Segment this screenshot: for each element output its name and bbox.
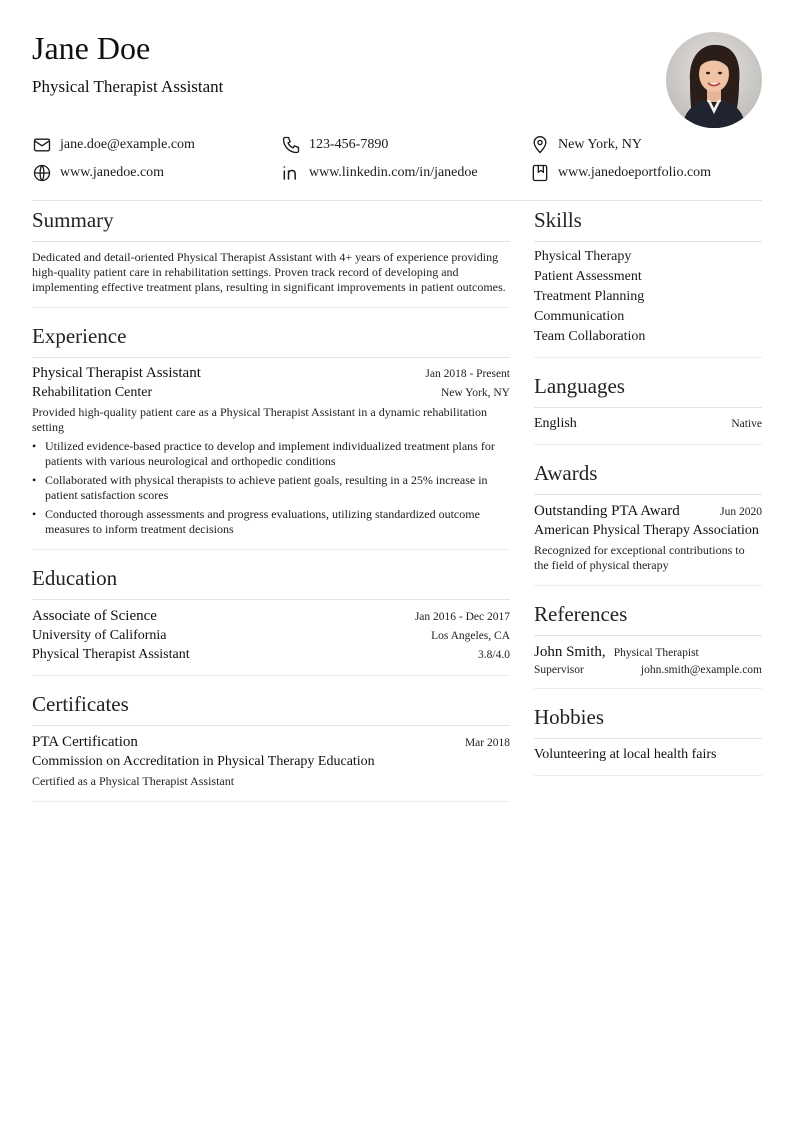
website-text: www.janedoe.com [60,165,165,180]
location-pin-icon [530,135,550,155]
school: University of California [32,628,167,643]
header-divider [32,200,762,201]
section-title-references: References [534,602,762,636]
language-level: Native [731,418,762,430]
skill-item: Treatment Planning [534,289,645,304]
section-title-experience: Experience [32,324,510,358]
section-title-languages: Languages [534,374,762,408]
field-of-study: Physical Therapist Assistant [32,647,190,662]
phone-icon [281,135,301,155]
candidate-title: Physical Therapist Assistant [32,77,224,96]
skills-section [534,208,762,358]
contact-website[interactable] [32,163,281,183]
award-item [534,503,762,573]
skill-item: Patient Assessment [534,269,642,284]
globe-icon [32,163,52,183]
avatar [666,32,762,128]
certificate-date: Mar 2018 [464,737,510,749]
education-dates: Jan 2016 - Dec 2017 [414,611,510,623]
hobbies-section [534,705,762,776]
experience-section [32,324,510,550]
job-role: Physical Therapist Assistant [32,365,201,381]
summary-text: Dedicated and detail-oriented Physical Therapist Assistant with 4+ years of experience providing high-quality patient care in rehabilitation settings. Proven track record of developing and implementing effective treatment plans, resulting in significant improvements in patient outcomes. [32,250,506,294]
skill-item: Physical Therapy [534,249,632,264]
language-name: English [534,416,577,431]
mail-icon [32,135,52,155]
email-text: jane.doe@example.com [60,137,195,152]
reference-relation: Supervisor [534,664,584,676]
contact-phone[interactable] [281,135,530,155]
experience-item [32,365,510,537]
portfolio-text: www.janedoeportfolio.com [558,165,712,180]
award-date: Jun 2020 [720,506,762,518]
school-location: Los Angeles, CA [431,630,510,642]
degree: Associate of Science [32,608,157,624]
job-description: Provided high-quality patient care as a Physical Therapist Assistant in a dynamic rehabilitation setting [32,405,488,434]
phone-text: 123-456-7890 [309,137,389,152]
awards-section [534,461,762,586]
side-column [534,208,762,776]
linkedin-icon [281,163,301,183]
job-location: New York, NY [440,387,510,399]
candidate-name: Jane Doe [32,30,151,66]
job-company: Rehabilitation Center [32,385,153,400]
gpa: 3.8/4.0 [478,649,510,661]
certificate-name: PTA Certification [32,734,138,750]
award-issuer: American Physical Therapy Association [534,523,759,538]
job-bullet: • Collaborated with physical therapists to achieve patient goals, resulting in a 25% increase in patient satisfaction scores [32,473,510,503]
hobby-item: Volunteering at local health fairs [534,747,717,762]
languages-section [534,374,762,445]
profile-photo [666,32,762,128]
award-name: Outstanding PTA Award [534,503,680,519]
section-title-awards: Awards [534,461,762,495]
certificate-issuer: Commission on Accreditation in Physical Therapy Education [32,754,375,769]
reference-role: Physical Therapist [613,647,699,659]
skill-item: Team Collaboration [534,329,646,344]
section-title-hobbies: Hobbies [534,705,762,739]
contact-email[interactable] [32,135,281,155]
language-item [534,416,762,432]
contact-location [530,135,762,155]
job-dates: Jan 2018 - Present [425,368,510,380]
contact-linkedin[interactable] [281,163,530,183]
main-column [32,208,510,802]
skills-list [534,247,762,347]
certificate-item [32,734,510,789]
bookmark-icon [530,163,550,183]
certificate-description: Certified as a Physical Therapist Assistant [32,774,235,788]
contact-portfolio[interactable] [530,163,762,183]
education-section [32,566,510,676]
section-title-certificates: Certificates [32,692,510,726]
section-title-education: Education [32,566,510,600]
reference-name: John Smith, [534,644,606,660]
section-title-summary: Summary [32,208,510,242]
section-title-skills: Skills [534,208,762,242]
references-section [534,602,762,689]
education-item [32,608,510,663]
award-description: Recognized for exceptional contributions to the field of physical therapy [534,543,745,572]
contact-list [32,135,762,183]
job-bullets [32,439,510,537]
job-bullet: • Utilized evidence-based practice to develop and implement individualized treatment plans for patients with various neurological and orthopedic conditions [32,439,510,469]
linkedin-text: www.linkedin.com/in/janedoe [309,165,478,180]
skill-item: Communication [534,309,625,324]
job-bullet: • Conducted thorough assessments and progress evaluations, utilizing standardized outcome measures to inform treatment decisions [32,507,510,537]
location-text: New York, NY [558,137,643,152]
certificates-section [32,692,510,802]
reference-item [534,644,762,676]
reference-email[interactable]: john.smith@example.com [640,664,762,676]
summary-section [32,208,510,308]
